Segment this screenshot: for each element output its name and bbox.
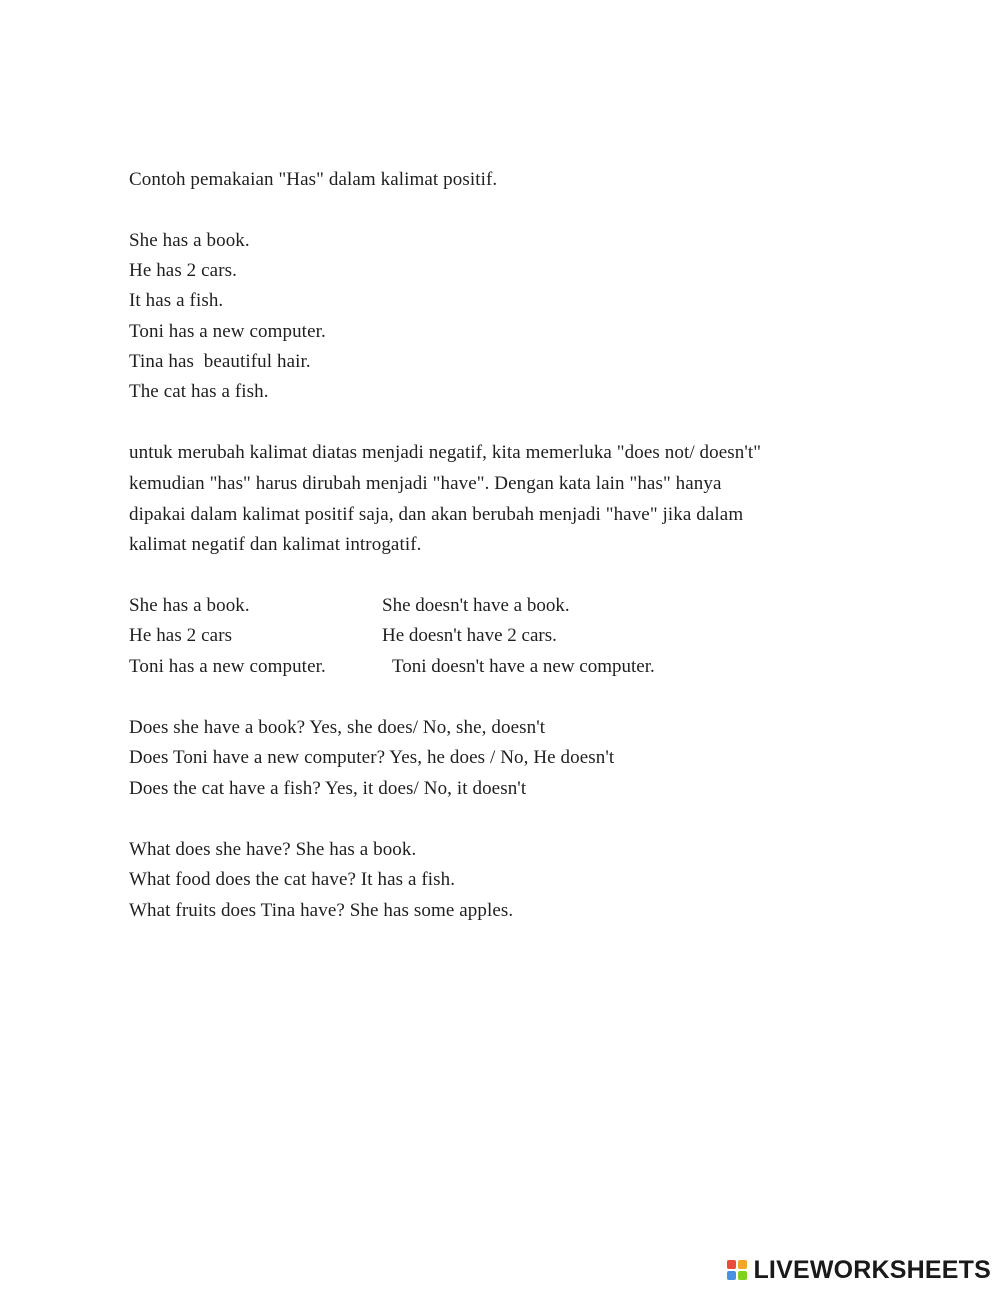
comparison-positive: He has 2 cars — [129, 625, 233, 646]
positive-example: Tina has beautiful hair. — [129, 351, 311, 372]
logo-tile — [738, 1260, 747, 1269]
explanation-line: dipakai dalam kalimat positif saja, dan akan berubah menjadi "have" jika dalam — [129, 504, 744, 525]
logo-tile — [727, 1260, 736, 1269]
liveworksheets-brand — [727, 1256, 991, 1284]
positive-example: He has 2 cars. — [129, 260, 237, 281]
positive-example: She has a book. — [129, 230, 250, 251]
wh-question-line: What fruits does Tina have? She has some apples. — [129, 900, 514, 921]
liveworksheets-logo-icon — [727, 1260, 747, 1280]
intro-text: Contoh pemakaian "Has" dalam kalimat positif. — [129, 169, 498, 190]
comparison-negative: He doesn't have 2 cars. — [382, 625, 557, 646]
question-line: Does Toni have a new computer? Yes, he does / No, He doesn't — [129, 747, 615, 768]
explanation-line: kalimat negatif dan kalimat introgatif. — [129, 534, 422, 555]
positive-example: It has a fish. — [129, 290, 224, 311]
logo-tile — [727, 1271, 736, 1280]
comparison-positive: Toni has a new computer. — [129, 656, 326, 677]
explanation-line: untuk merubah kalimat diatas menjadi negatif, kita memerluka "does not/ doesn't" — [129, 442, 762, 463]
positive-example: Toni has a new computer. — [129, 321, 326, 342]
logo-tile — [738, 1271, 747, 1280]
explanation-line: kemudian "has" harus dirubah menjadi "have". Dengan kata lain "has" hanya — [129, 473, 722, 494]
question-line: Does the cat have a fish? Yes, it does/ No, it doesn't — [129, 778, 527, 799]
comparison-negative: Toni doesn't have a new computer. — [392, 656, 655, 677]
comparison-negative: She doesn't have a book. — [382, 595, 570, 616]
positive-example: The cat has a fish. — [129, 381, 269, 402]
wh-question-line: What does she have? She has a book. — [129, 839, 417, 860]
brand-name: LIVEWORKSHEETS — [753, 1255, 991, 1284]
wh-question-line: What food does the cat have? It has a fish. — [129, 869, 456, 890]
comparison-positive: She has a book. — [129, 595, 250, 616]
question-line: Does she have a book? Yes, she does/ No, she, doesn't — [129, 717, 546, 738]
